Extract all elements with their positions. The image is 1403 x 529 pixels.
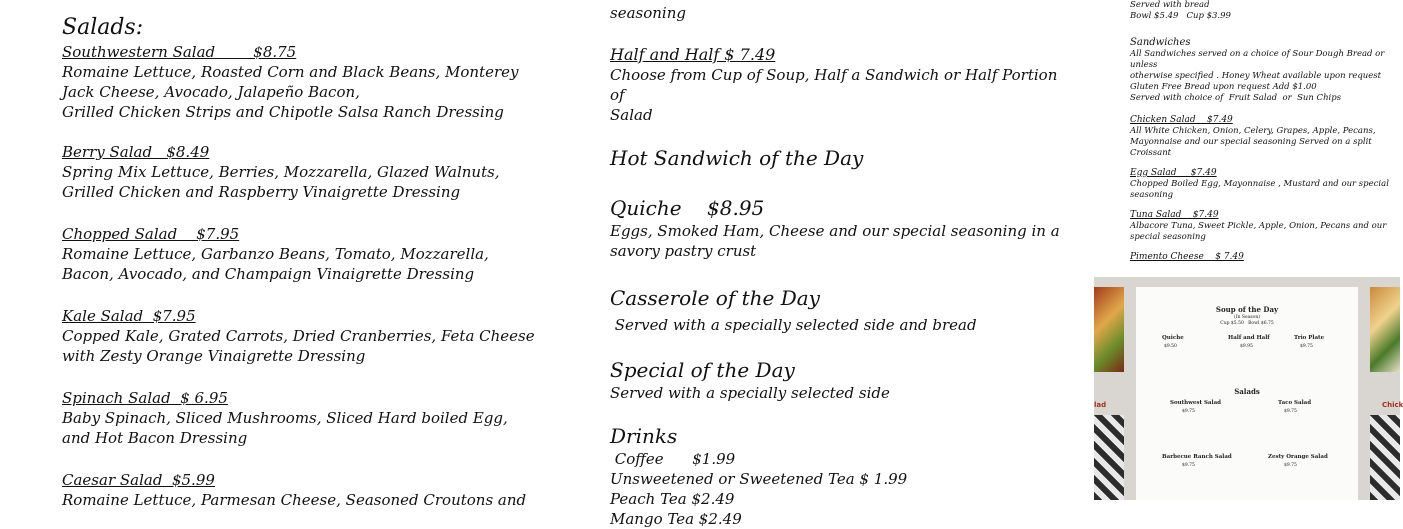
half-and-half-desc-2: Salad [610,106,653,124]
southwestern-salad-desc-1: Romaine Lettuce, Roasted Corn and Black Beans, Monterey [62,63,519,81]
card-bbq-price: $9.75 [1182,463,1195,468]
sandwiches-column [1130,0,1390,263]
tuna-salad-desc-1: Albacore Tuna, Sweet Pickle, Apple, Onion, Pecans and our [1130,221,1387,231]
kale-salad-title: Kale Salad $7.95 [62,307,196,325]
kale-salad-desc-2: with Zesty Orange Vinaigrette Dressing [62,347,366,365]
chopped-salad-title: Chopped Salad $7.95 [62,225,240,243]
card-soup-season: (In Season) [1234,315,1260,320]
food-photo-left [1094,287,1124,372]
sandwiches-note-4: Served with choice of Fruit Salad or Sun Chips [1130,93,1342,103]
tuna-salad-desc-2: special seasoning [1130,232,1206,242]
specials-column [610,0,1070,529]
card-taco-price: $9.75 [1284,409,1297,414]
chopped-salad-desc-1: Romaine Lettuce, Garbanzo Beans, Tomato, Mozzarella, [62,245,489,263]
drinks-title: Drinks [610,424,678,448]
quiche-desc-2: savory pastry crust [610,242,757,260]
drink-mango-tea: Mango Tea $2.49 [610,510,742,528]
special-title: Special of the Day [610,358,795,382]
chicken-salad-desc-2: Mayonnaise and our special seasoning Served on a split Croissant [1130,137,1372,158]
berry-salad-desc-2: Grilled Chicken and Raspberry Vinaigrette Dressing [62,183,461,201]
egg-salad-desc-1: Chopped Boiled Egg, Mayonnaise , Mustard and our special [1130,179,1389,189]
casserole-title: Casserole of the Day [610,286,820,310]
caesar-salad-desc-1: Romaine Lettuce, Parmesan Cheese, Seasoned Croutons and [62,491,527,509]
card-soup-prices: Cup $5.50 Bowl $6.75 [1220,321,1274,326]
sandwiches-note-1: All Sandwiches served on a choice of Sour Dough Bread or unless [1130,49,1385,70]
southwestern-salad-desc-3: Grilled Chicken Strips and Chipotle Salsa Ranch Dressing [62,103,504,121]
card-half-price: $9.95 [1240,344,1253,349]
menu-photo [1094,277,1403,500]
served-with-bread: Served with bread [1130,0,1210,10]
food-photo-right [1370,287,1400,372]
drink-peach-tea: Peach Tea $2.49 [610,490,735,508]
printed-menu-card [1136,287,1358,500]
spinach-salad-desc-1: Baby Spinach, Sliced Mushrooms, Sliced Hard boiled Egg, [62,409,508,427]
food-photo-right-lower [1370,415,1400,500]
tuna-salad-title: Tuna Salad $7.49 [1130,210,1219,220]
spinach-salad-desc-2: and Hot Bacon Dressing [62,429,248,447]
photo-label-left: lad [1094,401,1107,409]
hot-sandwich-title: Hot Sandwich of the Day [610,146,864,170]
photo-label-right: Chick [1382,401,1403,409]
card-quiche: Quiche [1162,335,1184,341]
southwestern-salad-desc-2: Jack Cheese, Avocado, Jalapeño Bacon, [62,83,360,101]
berry-salad-title: Berry Salad $8.49 [62,143,210,161]
card-taco: Taco Salad [1278,400,1312,406]
card-southwest: Southwest Salad [1170,400,1221,406]
egg-salad-desc-2: seasoning [1130,190,1174,200]
quiche-desc-1: Eggs, Smoked Ham, Cheese and our special seasoning in a [610,222,1060,240]
chopped-salad-desc-2: Bacon, Avocado, and Champaign Vinaigrette Dressing [62,265,475,283]
chicken-salad-title: Chicken Salad $7.49 [1130,115,1233,125]
spinach-salad-title: Spinach Salad $ 6.95 [62,389,228,407]
casserole-desc: Served with a specially selected side and bread [610,316,977,334]
caesar-salad-title: Caesar Salad $5.99 [62,471,215,489]
card-half: Half and Half [1228,335,1270,341]
southwestern-salad-title: Southwestern Salad $8.75 [62,43,297,61]
card-zesty-price: $9.75 [1284,463,1297,468]
card-trio-price: $9.75 [1300,344,1313,349]
seasoning-fragment: seasoning [610,4,686,22]
sandwiches-heading: Sandwiches [1130,37,1191,48]
bowl-cup-prices: Bowl $5.49 Cup $3.99 [1130,11,1231,21]
drink-coffee: Coffee $1.99 [610,450,736,468]
chicken-salad-desc-1: All White Chicken, Onion, Celery, Grapes, Apple, Pecans, [1130,126,1376,136]
quiche-title: Quiche $8.95 [610,196,765,220]
pimento-cheese-title: Pimento Cheese $ 7.49 [1130,252,1244,262]
card-trio: Trio Plate [1294,335,1325,341]
sandwiches-note-2: otherwise specified . Honey Wheat available upon request [1130,71,1382,81]
drink-tea: Unsweetened or Sweetened Tea $ 1.99 [610,470,908,488]
salads-column [62,0,562,510]
card-bbq: Barbecue Ranch Salad [1162,454,1232,460]
card-soup-title: Soup of the Day [1215,305,1279,314]
card-zesty: Zesty Orange Salad [1268,454,1328,460]
half-and-half-title: Half and Half $ 7.49 [610,45,776,64]
card-quiche-price: $9.50 [1164,344,1177,349]
sandwiches-note-3: Gluten Free Bread upon request Add $1.00 [1130,82,1317,92]
kale-salad-desc-1: Copped Kale, Grated Carrots, Dried Cranberries, Feta Cheese [62,327,535,345]
berry-salad-desc-1: Spring Mix Lettuce, Berries, Mozzarella, Glazed Walnuts, [62,163,500,181]
card-southwest-price: $9.75 [1182,409,1195,414]
salads-heading: Salads: [62,15,144,40]
special-desc: Served with a specially selected side [610,384,890,402]
half-and-half-desc-1: Choose from Cup of Soup, Half a Sandwich or Half Portion of [610,66,1058,104]
egg-salad-title: Egg Salad $7.49 [1130,168,1217,178]
card-salads: Salads [1234,387,1260,396]
food-photo-left-lower [1094,415,1124,500]
